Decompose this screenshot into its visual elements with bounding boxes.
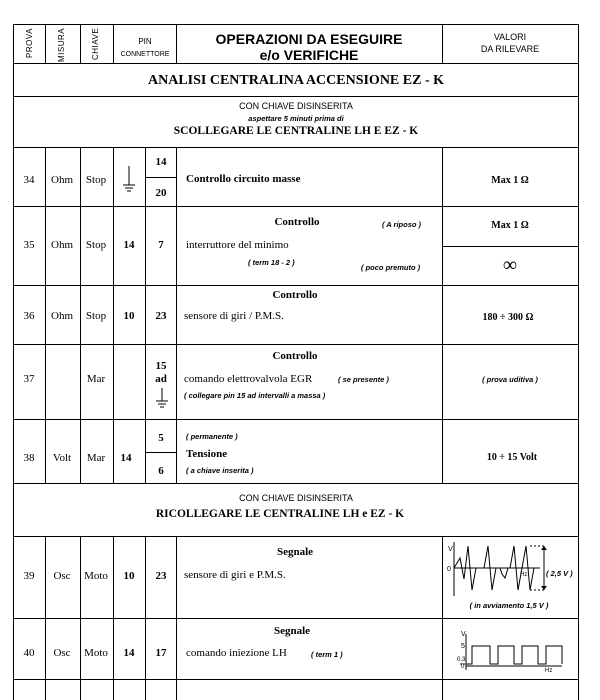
rule-title-bottom	[13, 96, 579, 97]
col-sep-3	[113, 536, 114, 700]
col-sep-3	[113, 147, 114, 484]
rule-row36-bottom	[13, 344, 579, 345]
row34-misura: Ohm	[51, 174, 73, 186]
ground-icon	[155, 388, 169, 410]
row40-graph-hz: Hz	[545, 668, 553, 674]
col-sep-6	[442, 536, 443, 700]
row35-misura: Ohm	[51, 239, 73, 251]
row39-graph-zero: 0	[447, 566, 451, 573]
row38-pin-top: 5	[158, 432, 164, 444]
section2-line1: CON CHIAVE DISINSERITA	[239, 493, 353, 503]
row35-pin-b: 7	[158, 239, 164, 251]
col-sep-1	[45, 147, 46, 484]
row35-value-top: Max 1 Ω	[491, 220, 529, 231]
row38-pin-bottom: 6	[158, 465, 164, 477]
row40-chiave: Moto	[84, 647, 108, 659]
row36-pin-b: 23	[155, 310, 167, 322]
header-misura: MISURA	[57, 27, 66, 62]
border-right	[578, 24, 579, 700]
row40-op-title: Segnale	[273, 625, 311, 637]
col-sep-4	[145, 536, 146, 700]
row35-op-line: interruttore del minimo	[186, 239, 289, 251]
row39-prova: 39	[23, 570, 35, 582]
row39-chiave: Moto	[84, 570, 108, 582]
rule-row38-bottom	[13, 483, 579, 484]
row40-op-line: comando iniezione LH	[186, 647, 287, 659]
row39-graph-hz: Hz	[520, 572, 528, 578]
rule-row40-bottom	[13, 679, 579, 680]
row34-operation: Controllo circuito masse	[186, 173, 301, 185]
row40-prova: 40	[23, 647, 35, 659]
row37-op-title: Controllo	[272, 350, 318, 362]
row34-pin-bottom: 20	[155, 187, 167, 199]
rule-row34-bottom	[13, 206, 579, 207]
header-operazioni: OPERAZIONI DA ESEGUIRE	[215, 31, 403, 47]
col-sep-5	[176, 147, 177, 484]
col-sep-5	[176, 24, 177, 64]
row38-note-permanente: ( permanente )	[186, 432, 238, 441]
rule-row39-bottom	[13, 618, 579, 619]
rule-row37-bottom	[13, 419, 579, 420]
row38-misura: Volt	[52, 452, 72, 464]
rule-top	[13, 24, 579, 25]
rule-row38-pin-split	[145, 452, 176, 453]
row38-chiave: Mar	[86, 452, 106, 464]
row35-note-premuto: ( poco premuto )	[361, 263, 421, 272]
section2-line2: RICOLLEGARE LE CENTRALINE LH e EZ - K	[155, 508, 405, 520]
row37-pin-ad: ad	[155, 373, 167, 385]
row34-value: Max 1 Ω	[491, 175, 529, 186]
row35-note-riposo: ( A riposo )	[382, 220, 422, 229]
row37-chiave: Mar	[86, 373, 106, 385]
row35-value-bottom: ∞	[502, 254, 518, 276]
row36-misura: Ohm	[51, 310, 73, 322]
row40-graph-zero: 0	[461, 664, 465, 670]
row38-value: 10 ÷ 15 Volt	[486, 452, 538, 463]
row37-op-sub: ( collegare pin 15 ad intervalli a massa )	[184, 391, 326, 400]
row36-prova: 36	[23, 310, 35, 322]
row35-op-title: Controllo	[274, 216, 320, 228]
row35-prova: 35	[23, 239, 35, 251]
col-sep-5	[176, 536, 177, 700]
header-chiave: CHIAVE	[91, 27, 100, 60]
rule-row35-value-split	[442, 246, 579, 247]
row38-note-inserita: ( a chiave inserita )	[186, 466, 254, 475]
row38-pin-a: 14	[120, 452, 132, 464]
row39-pin-a: 10	[123, 570, 135, 582]
row37-pin-15: 15	[155, 360, 167, 372]
row37-prova: 37	[23, 373, 35, 385]
border-left	[13, 24, 14, 700]
row40-graph-y-label: V	[461, 631, 466, 638]
row40-pin-a: 14	[123, 647, 135, 659]
header-pin: PIN	[138, 37, 152, 46]
rule-section2-bottom	[13, 536, 579, 537]
row39-pin-b: 23	[155, 570, 167, 582]
row36-op-line: sensore di giri / P.M.S.	[184, 310, 284, 322]
col-sep-4	[145, 147, 146, 484]
row39-misura: Osc	[53, 570, 71, 582]
col-sep-1	[45, 24, 46, 64]
ground-icon	[122, 166, 136, 192]
row34-prova: 34	[23, 174, 35, 186]
row35-note-term: ( term 18 - 2 )	[248, 258, 295, 267]
row37-op-line-note: ( se presente )	[338, 375, 389, 384]
col-sep-3	[113, 24, 114, 64]
row34-pin-top: 14	[155, 156, 167, 168]
row40-op-line-note: ( term 1 )	[311, 650, 343, 659]
row37-value: ( prova uditiva )	[482, 375, 538, 384]
row39-graph-y-label: V	[448, 546, 453, 553]
rule-section1-bottom	[13, 147, 579, 148]
header-rilevare: DA RILEVARE	[480, 44, 540, 54]
row35-chiave: Stop	[85, 239, 107, 251]
section1-line2: aspettare 5 minuti prima di	[248, 114, 344, 123]
rule-row35-bottom	[13, 285, 579, 286]
row40-misura: Osc	[53, 647, 71, 659]
row40-pin-b: 17	[155, 647, 167, 659]
header-valori: VALORI	[493, 32, 527, 42]
header-connettore: CONNETTORE	[120, 51, 170, 58]
col-sep-1	[45, 536, 46, 700]
col-sep-2	[80, 536, 81, 700]
col-sep-2	[80, 147, 81, 484]
section1-line1: CON CHIAVE DISINSERITA	[239, 101, 353, 111]
col-sep-6	[442, 147, 443, 484]
section1-line3: SCOLLEGARE LE CENTRALINE LH E EZ - K	[173, 125, 419, 137]
col-sep-6	[442, 24, 443, 64]
row36-value: 180 ÷ 300 Ω	[482, 312, 534, 323]
row39-graph-amplitude: ( 2,5 V )	[546, 569, 573, 578]
row38-prova: 38	[23, 452, 35, 464]
row39-graph-caption: ( in avviamento 1,5 V )	[469, 601, 549, 610]
row40-graph-y-high: 5	[461, 643, 465, 650]
row39-op-line: sensore di giri e P.M.S.	[184, 569, 286, 581]
header-prova: PROVA	[25, 28, 34, 58]
rule-header-bottom	[13, 63, 579, 64]
row35-pin-a: 14	[123, 239, 135, 251]
row36-chiave: Stop	[85, 310, 107, 322]
row34-chiave: Stop	[85, 174, 107, 186]
row36-op-title: Controllo	[272, 289, 318, 301]
row39-op-title: Segnale	[276, 546, 314, 558]
rule-row34-pin-split	[145, 177, 176, 178]
page-title: ANALISI CENTRALINA ACCENSIONE EZ - K	[147, 73, 445, 88]
row38-op-title: Tensione	[186, 448, 228, 460]
row40-graph-y-low: 0.3	[457, 657, 466, 663]
header-verifiche: e/o VERIFICHE	[259, 47, 359, 63]
col-sep-2	[80, 24, 81, 64]
row37-op-line: comando elettrovalvola EGR	[184, 373, 313, 385]
row36-pin-a: 10	[123, 310, 135, 322]
